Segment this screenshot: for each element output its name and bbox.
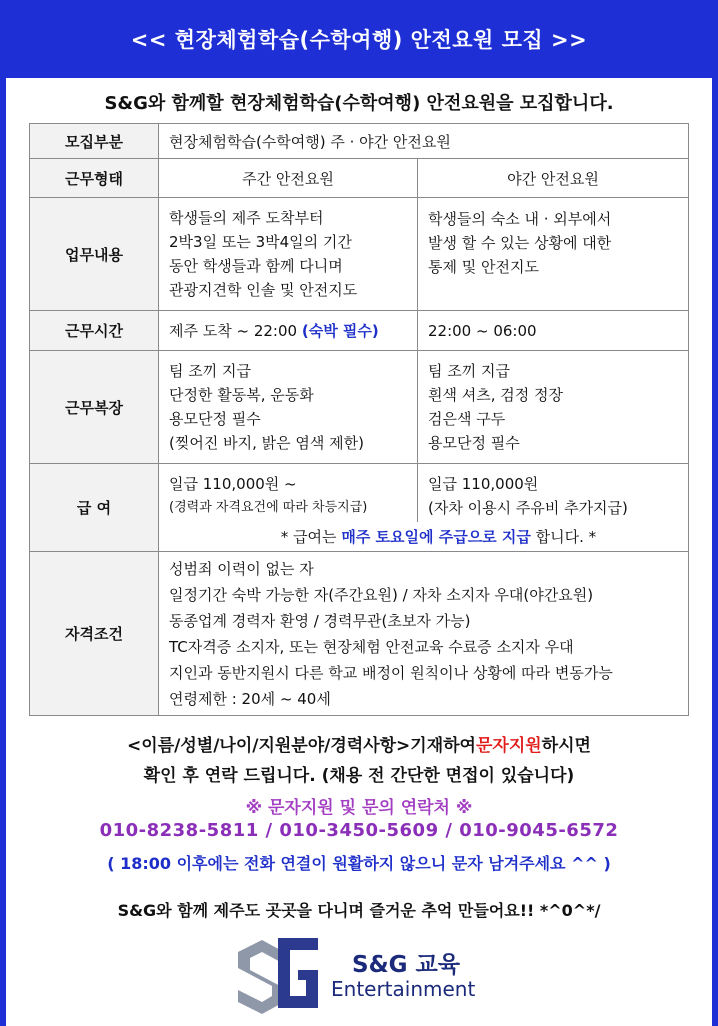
night-pay [418,464,689,522]
list-item: 관광지견학 인솔 및 안전지도 [169,281,358,299]
row-label: 근무형태 [30,159,159,198]
sg-logo-icon [232,932,324,1016]
intro-text: S&G와 함께할 현장체험학습(수학여행) 안전요원을 모집합니다. [104,93,614,114]
apply-fields: <이름/성별/나이/지원분야/경력사항>기재하여 [127,736,476,756]
list-item: 흰색 셔츠, 검정 정장 [428,386,563,404]
list-item: 학생들의 숙소 내 · 외부에서 [428,210,612,228]
table-row [30,311,689,351]
day-pay-amount: 일급 110,000원 ~ [169,474,297,493]
row-label: 급 여 [30,464,159,552]
logo-name: S&G 교육 [352,952,460,978]
list-item: 검은색 구두 [428,410,506,428]
recruit-value: 현장체험학습(수학여행) 주 · 야간 안전요원 [159,124,689,159]
phone-numbers: 010-8238-5811 / 010-3450-5609 / 010-9045-6572 [99,820,619,841]
list-item: 팀 조끼 지급 [169,362,251,380]
night-pay-amount: 일급 110,000원 [428,474,539,493]
row-label: 근무시간 [30,311,159,351]
slogan: S&G와 함께 제주도 곳곳을 다니며 즐거운 추억 만들어요!! *^0^*/ [117,901,601,920]
list-item: 연령제한 : 20세 ~ 40세 [169,689,331,708]
pay-schedule-highlight: 매주 토요일에 주급으로 지급 [341,527,531,546]
day-pay-note: (경력과 자격요건에 따라 차등지급) [169,499,368,515]
table-row [30,351,689,464]
list-item: 성범죄 이력이 없는 자 [169,559,314,578]
night-duty [418,198,689,311]
day-attire [159,351,418,464]
list-item: 통제 및 안전지도 [428,258,539,276]
night-hours: 22:00 ~ 06:00 [418,311,689,351]
row-label: 업무내용 [30,198,159,311]
apply-instruction [0,731,718,756]
list-item: TC자격증 소지자, 또는 현장체험 안전교육 수료증 소지자 우대 [169,637,574,656]
list-item: 2박3일 또는 3박4일의 기간 [169,233,352,251]
list-item: 팀 조끼 지급 [428,362,510,380]
list-item: 동안 학생들과 함께 다니며 [169,257,343,275]
row-label: 자격조건 [30,552,159,716]
contact-title: ※ 문자지원 및 문의 연락처 ※ [245,798,473,818]
row-label: 근무복장 [30,351,159,464]
night-pay-note: (자차 이용시 주유비 추가지급) [428,498,628,517]
table-row [30,464,689,522]
list-item: 일정기간 숙박 가능한 자(주간요원) / 자차 소지자 우대(야간요원) [169,585,594,604]
qualify-list [159,552,689,716]
pay-footnote-pre: * 급여는 [280,527,337,546]
sms-apply-highlight: 문자지원 [475,736,542,756]
row-label: 모집부분 [30,124,159,159]
header-banner [0,0,718,78]
list-item: 지인과 동반지원시 다른 학교 배정이 원칙이나 상황에 따라 변동가능 [169,663,613,682]
pay-footnote [159,522,689,552]
day-hours-text: 제주 도착 ~ 22:00 [169,322,298,340]
table-row [30,552,689,716]
table-row [30,124,689,159]
pay-footnote-post: 합니다. * [535,527,597,546]
list-item: 동종업계 경력자 환영 / 경력무관(초보자 가능) [169,611,471,630]
table-row [30,198,689,311]
list-item: 학생들의 제주 도착부터 [169,209,324,227]
list-item: 발생 할 수 있는 상황에 대한 [428,234,612,252]
list-item: 용모단정 필수 [169,410,261,428]
night-attire [418,351,689,464]
day-hours [159,311,418,351]
list-item: 단정한 활동복, 운동화 [169,386,314,404]
page-title: << 현장체험학습(수학여행) 안전요원 모집 >> [130,28,588,52]
night-type: 야간 안전요원 [418,159,689,198]
stay-required-note: (숙박 필수) [301,322,379,340]
list-item: 용모단정 필수 [428,434,520,452]
day-pay [159,464,418,522]
day-duty [159,198,418,311]
recruit-table [29,123,689,716]
contact-note: ( 18:00 이후에는 전화 연결이 원활하지 않으니 문자 남겨주세요 ^^ ) [107,854,611,873]
apply-suffix: 하시면 [541,736,591,756]
interview-notice: 확인 후 연락 드립니다. (채용 전 간단한 면접이 있습니다) [143,766,575,786]
list-item: (찢어진 바지, 밝은 염색 제한) [169,434,364,452]
day-type: 주간 안전요원 [159,159,418,198]
logo-subtitle: Entertainment [331,977,476,1001]
table-row [30,159,689,198]
